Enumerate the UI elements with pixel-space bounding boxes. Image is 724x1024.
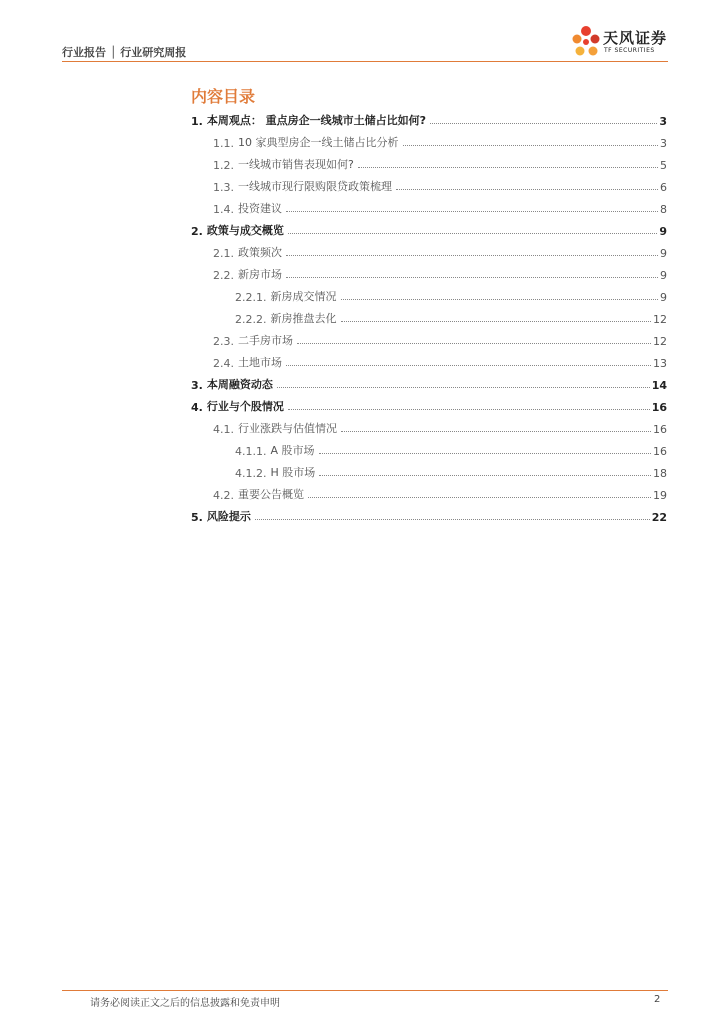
toc-entry[interactable] (235, 464, 667, 480)
toc-entry-number: 4.1. (213, 423, 234, 436)
toc-entry-number: 2.1. (213, 247, 234, 260)
toc-entry[interactable] (235, 442, 667, 458)
toc-entry-page: 8 (660, 203, 667, 216)
toc-entry-label: 行业涨跌与估值情况 (238, 422, 337, 435)
toc-dot-leader (286, 276, 658, 278)
toc-dot-leader (286, 364, 651, 366)
toc-entry-label: H 股市场 (270, 466, 316, 479)
toc-entry[interactable] (235, 288, 667, 304)
toc-entry-number: 4.1.1. (235, 445, 267, 458)
toc-entry[interactable] (213, 200, 667, 216)
toc-entry-number: 4.1.2. (235, 467, 267, 480)
toc-entry-label: 政策频次 (238, 246, 282, 259)
toc-entry-page: 16 (653, 445, 667, 458)
toc-entry-label: 一线城市现行限购限贷政策梳理 (238, 180, 392, 193)
logo-name-en: TF SECURITIES (604, 47, 655, 54)
toc-entry-label: 投资建议 (238, 202, 282, 215)
toc-entry[interactable] (213, 178, 667, 194)
toc-entry-number: 4.2. (213, 489, 234, 502)
toc-entry-page: 5 (660, 159, 667, 172)
toc-entry[interactable] (191, 112, 667, 128)
toc-entry-number: 2.2.1. (235, 291, 267, 304)
toc-entry[interactable] (213, 332, 667, 348)
toc-entry-label: 政策与成交概览 (206, 224, 284, 237)
toc-dot-leader (319, 452, 651, 454)
toc-entry-number: 2.3. (213, 335, 234, 348)
toc-dot-leader (341, 298, 659, 300)
toc-dot-leader (286, 210, 658, 212)
toc-entry-label: 本周观点： 重点房企一线城市土储占比如何? (206, 114, 427, 127)
toc-entry-number: 2. (191, 225, 203, 238)
toc-entry-page: 14 (651, 379, 667, 392)
toc-entry-page: 19 (653, 489, 667, 502)
toc-entry[interactable] (191, 222, 667, 238)
toc-entry[interactable] (191, 398, 667, 414)
toc-entry-number: 1. (191, 115, 203, 128)
toc-dot-leader (396, 188, 658, 190)
toc-entry[interactable] (213, 354, 667, 370)
toc-entry-page: 16 (653, 423, 667, 436)
toc-entry-number: 1.2. (213, 159, 234, 172)
logo-name-cn: 天风证券 (603, 29, 668, 47)
flower-logo-icon (571, 24, 601, 60)
toc-entry-number: 5. (191, 511, 203, 524)
toc-entry-number: 2.2. (213, 269, 234, 282)
toc-entry-page: 9 (660, 247, 667, 260)
toc-dot-leader (255, 518, 650, 520)
toc-dot-leader (286, 254, 658, 256)
toc-entry-label: A 股市场 (270, 444, 315, 457)
toc-dot-leader (341, 430, 651, 432)
toc-entry-page: 12 (653, 335, 667, 348)
toc-entry[interactable] (213, 156, 667, 172)
toc-entry-page: 6 (660, 181, 667, 194)
toc-entry-page: 3 (660, 137, 667, 150)
toc-entry-page: 12 (653, 313, 667, 326)
toc-entry[interactable] (213, 266, 667, 282)
toc-dot-leader (288, 408, 650, 410)
page-number: 2 (654, 994, 661, 1005)
toc-entry-page: 3 (659, 115, 667, 128)
toc-entry-number: 2.4. (213, 357, 234, 370)
toc-entry-number: 1.3. (213, 181, 234, 194)
toc-entry[interactable] (213, 134, 667, 150)
toc-entry-label: 行业与个股情况 (206, 400, 284, 413)
footer-disclaimer: 请务必阅读正文之后的信息披露和免责申明 (90, 998, 280, 1009)
toc-dot-leader (403, 144, 659, 146)
report-breadcrumb: 行业报告 │ 行业研究周报 (62, 46, 187, 59)
toc-entry-page: 13 (653, 357, 667, 370)
toc-dot-leader (358, 166, 658, 168)
toc-entry-label: 风险提示 (206, 510, 251, 523)
toc-dot-leader (430, 122, 657, 124)
toc-entry[interactable] (235, 310, 667, 326)
toc-entry-page: 9 (660, 291, 667, 304)
toc-dot-leader (297, 342, 651, 344)
toc-entry-page: 18 (653, 467, 667, 480)
toc-dot-leader (308, 496, 651, 498)
toc-entry-label: 新房市场 (238, 268, 282, 281)
toc-entry[interactable] (213, 244, 667, 260)
toc-dot-leader (341, 320, 652, 322)
toc-entry-number: 3. (191, 379, 203, 392)
toc-entry-label: 重要公告概览 (238, 488, 304, 501)
toc-entry-label: 新房成交情况 (270, 290, 337, 303)
toc-title: 内容目录 (191, 87, 256, 106)
toc-entry-label: 土地市场 (238, 356, 282, 369)
toc-entry-label: 新房推盘去化 (270, 312, 337, 325)
toc-entry-number: 1.1. (213, 137, 234, 150)
toc-dot-leader (288, 232, 658, 234)
footer-divider (62, 990, 668, 991)
toc-dot-leader (277, 386, 650, 388)
toc-entry-page: 16 (651, 401, 667, 414)
toc-entry[interactable] (191, 376, 667, 392)
toc-entry-number: 4. (191, 401, 203, 414)
toc-entry-page: 9 (659, 225, 667, 238)
toc-entry-label: 一线城市销售表现如何? (238, 158, 354, 171)
toc-entry-number: 1.4. (213, 203, 234, 216)
toc-entry-label: 10 家典型房企一线土储占比分析 (238, 136, 399, 149)
toc-entry-page: 9 (660, 269, 667, 282)
toc-entry-number: 2.2.2. (235, 313, 267, 326)
toc-entry[interactable] (213, 420, 667, 436)
toc-entry[interactable] (191, 508, 667, 524)
toc-entry-label: 二手房市场 (238, 334, 293, 347)
company-logo (571, 24, 681, 62)
toc-entry-label: 本周融资动态 (206, 378, 273, 391)
toc-dot-leader (319, 474, 651, 476)
toc-entry-page: 22 (651, 511, 667, 524)
toc-entry[interactable] (213, 486, 667, 502)
